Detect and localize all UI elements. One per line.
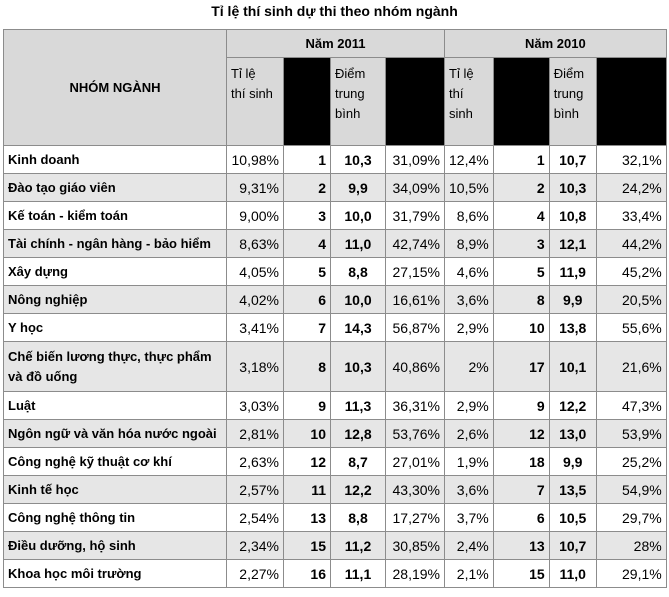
cell-ratio-2011: 2,54% [227,504,284,532]
cell-group-name: Luật [4,392,227,420]
cell-rank-2010: 6 [493,504,549,532]
cell-ratio-2010: 2,6% [445,420,494,448]
cell-score-2010: 9,9 [549,286,596,314]
cell-group-name: Nông nghiệp [4,286,227,314]
cell-score-2010: 10,1 [549,342,596,392]
cell-percent-2010: 33,4% [596,202,666,230]
cell-percent-2010: 21,6% [596,342,666,392]
cell-percent-2011: 27,15% [386,258,445,286]
cell-score-2011: 8,7 [331,448,386,476]
cell-rank-2010: 2 [493,174,549,202]
cell-score-2010: 10,3 [549,174,596,202]
cell-score-2010: 13,8 [549,314,596,342]
cell-score-2010: 11,0 [549,560,596,588]
table-row [4,476,667,504]
cell-rank-2010: 5 [493,258,549,286]
header-score-2010: Điểm trung bình [549,58,596,146]
cell-group-name: Điều dưỡng, hộ sinh [4,532,227,560]
cell-rank-2011: 8 [284,342,331,392]
cell-percent-2010: 47,3% [596,392,666,420]
cell-group-name: Kinh tế học [4,476,227,504]
cell-group-name: Y học [4,314,227,342]
cell-ratio-2010: 2% [445,342,494,392]
cell-percent-2010: 44,2% [596,230,666,258]
cell-score-2010: 13,0 [549,420,596,448]
cell-ratio-2011: 2,57% [227,476,284,504]
cell-ratio-2010: 4,6% [445,258,494,286]
cell-group-name: Kế toán - kiểm toán [4,202,227,230]
cell-ratio-2011: 2,81% [227,420,284,448]
cell-percent-2011: 31,09% [386,146,445,174]
table-row [4,230,667,258]
cell-percent-2010: 29,7% [596,504,666,532]
cell-ratio-2010: 8,6% [445,202,494,230]
cell-score-2010: 10,7 [549,532,596,560]
table-row [4,286,667,314]
cell-group-name: Ngôn ngữ và văn hóa nước ngoài [4,420,227,448]
cell-ratio-2011: 4,05% [227,258,284,286]
cell-score-2011: 10,0 [331,286,386,314]
cell-score-2010: 10,8 [549,202,596,230]
cell-rank-2011: 13 [284,504,331,532]
cell-ratio-2010: 12,4% [445,146,494,174]
cell-percent-2011: 27,01% [386,448,445,476]
header-score-2011: Điểm trung bình [331,58,386,146]
table-row [4,532,667,560]
cell-score-2010: 9,9 [549,448,596,476]
cell-rank-2010: 8 [493,286,549,314]
column-header-year-2011: Năm 2011 [227,30,445,58]
cell-percent-2010: 54,9% [596,476,666,504]
cell-rank-2010: 7 [493,476,549,504]
cell-score-2011: 10,3 [331,342,386,392]
header-blank-pass-2011 [386,58,445,146]
cell-rank-2011: 1 [284,146,331,174]
cell-ratio-2011: 3,03% [227,392,284,420]
table-row [4,448,667,476]
table-row [4,504,667,532]
cell-group-name: Khoa học môi trường [4,560,227,588]
cell-group-name: Tài chính - ngân hàng - bảo hiểm [4,230,227,258]
cell-percent-2011: 16,61% [386,286,445,314]
table-row [4,202,667,230]
cell-ratio-2010: 10,5% [445,174,494,202]
cell-rank-2011: 3 [284,202,331,230]
cell-percent-2011: 40,86% [386,342,445,392]
cell-rank-2011: 2 [284,174,331,202]
cell-percent-2011: 56,87% [386,314,445,342]
cell-score-2010: 12,1 [549,230,596,258]
table-row [4,342,667,392]
cell-ratio-2011: 3,41% [227,314,284,342]
cell-ratio-2010: 3,7% [445,504,494,532]
cell-group-name: Chế biến lương thực, thực phẩm và đồ uống [4,342,227,392]
cell-rank-2010: 18 [493,448,549,476]
cell-rank-2010: 15 [493,560,549,588]
cell-rank-2011: 7 [284,314,331,342]
cell-group-name: Công nghệ thông tin [4,504,227,532]
cell-percent-2010: 24,2% [596,174,666,202]
cell-rank-2010: 9 [493,392,549,420]
cell-rank-2011: 6 [284,286,331,314]
cell-percent-2010: 32,1% [596,146,666,174]
cell-ratio-2011: 2,27% [227,560,284,588]
cell-ratio-2011: 2,63% [227,448,284,476]
cell-score-2010: 12,2 [549,392,596,420]
cell-score-2011: 11,2 [331,532,386,560]
table-body [4,146,667,588]
cell-ratio-2011: 9,31% [227,174,284,202]
cell-percent-2011: 53,76% [386,420,445,448]
cell-rank-2010: 13 [493,532,549,560]
cell-ratio-2011: 2,34% [227,532,284,560]
cell-score-2011: 12,8 [331,420,386,448]
header-blank-pass-2010 [596,58,666,146]
cell-rank-2011: 12 [284,448,331,476]
cell-score-2011: 11,3 [331,392,386,420]
cell-percent-2011: 31,79% [386,202,445,230]
cell-group-name: Công nghệ kỹ thuật cơ khí [4,448,227,476]
cell-score-2011: 11,0 [331,230,386,258]
cell-percent-2010: 28% [596,532,666,560]
cell-ratio-2011: 8,63% [227,230,284,258]
cell-ratio-2010: 8,9% [445,230,494,258]
cell-percent-2011: 30,85% [386,532,445,560]
table-row [4,560,667,588]
cell-ratio-2010: 1,9% [445,448,494,476]
cell-percent-2010: 29,1% [596,560,666,588]
cell-ratio-2011: 10,98% [227,146,284,174]
table-title: Tỉ lệ thí sinh dự thi theo nhóm ngành [211,3,458,19]
cell-ratio-2010: 2,9% [445,392,494,420]
cell-group-name: Đào tạo giáo viên [4,174,227,202]
cell-ratio-2010: 2,4% [445,532,494,560]
cell-percent-2010: 53,9% [596,420,666,448]
cell-rank-2011: 10 [284,420,331,448]
cell-rank-2011: 4 [284,230,331,258]
cell-rank-2011: 9 [284,392,331,420]
cell-ratio-2011: 3,18% [227,342,284,392]
cell-percent-2011: 43,30% [386,476,445,504]
cell-score-2011: 11,1 [331,560,386,588]
cell-score-2010: 10,5 [549,504,596,532]
cell-score-2011: 10,3 [331,146,386,174]
cell-ratio-2010: 2,1% [445,560,494,588]
cell-percent-2011: 28,19% [386,560,445,588]
header-blank-2011 [284,58,331,146]
table-row [4,392,667,420]
cell-score-2011: 8,8 [331,504,386,532]
cell-score-2011: 8,8 [331,258,386,286]
cell-score-2010: 11,9 [549,258,596,286]
header-ratio-2010: Tỉ lệ thí sinh [445,58,494,146]
cell-score-2011: 9,9 [331,174,386,202]
cell-score-2011: 12,2 [331,476,386,504]
cell-rank-2011: 11 [284,476,331,504]
header-ratio-2011: Tỉ lệ thí sinh [227,58,284,146]
cell-ratio-2010: 3,6% [445,286,494,314]
cell-rank-2010: 10 [493,314,549,342]
table-row [4,258,667,286]
header-blank-2010 [493,58,549,146]
cell-rank-2011: 16 [284,560,331,588]
cell-percent-2011: 36,31% [386,392,445,420]
cell-ratio-2010: 2,9% [445,314,494,342]
cell-score-2010: 13,5 [549,476,596,504]
cell-percent-2011: 34,09% [386,174,445,202]
cell-rank-2011: 15 [284,532,331,560]
table-row [4,420,667,448]
cell-percent-2011: 17,27% [386,504,445,532]
cell-ratio-2011: 4,02% [227,286,284,314]
table-row [4,146,667,174]
cell-rank-2010: 4 [493,202,549,230]
cell-percent-2010: 25,2% [596,448,666,476]
cell-rank-2010: 17 [493,342,549,392]
cell-group-name: Xây dựng [4,258,227,286]
cell-percent-2011: 42,74% [386,230,445,258]
cell-rank-2010: 1 [493,146,549,174]
table-row [4,314,667,342]
cell-rank-2010: 3 [493,230,549,258]
table-row [4,174,667,202]
cell-score-2011: 10,0 [331,202,386,230]
cell-ratio-2010: 3,6% [445,476,494,504]
cell-percent-2010: 45,2% [596,258,666,286]
cell-group-name: Kinh doanh [4,146,227,174]
cell-rank-2010: 12 [493,420,549,448]
cell-score-2011: 14,3 [331,314,386,342]
cell-ratio-2011: 9,00% [227,202,284,230]
cell-percent-2010: 55,6% [596,314,666,342]
column-header-group: NHÓM NGÀNH [4,30,227,146]
cell-percent-2010: 20,5% [596,286,666,314]
cell-score-2010: 10,7 [549,146,596,174]
data-table [3,29,667,588]
cell-rank-2011: 5 [284,258,331,286]
column-header-year-2010: Năm 2010 [445,30,667,58]
